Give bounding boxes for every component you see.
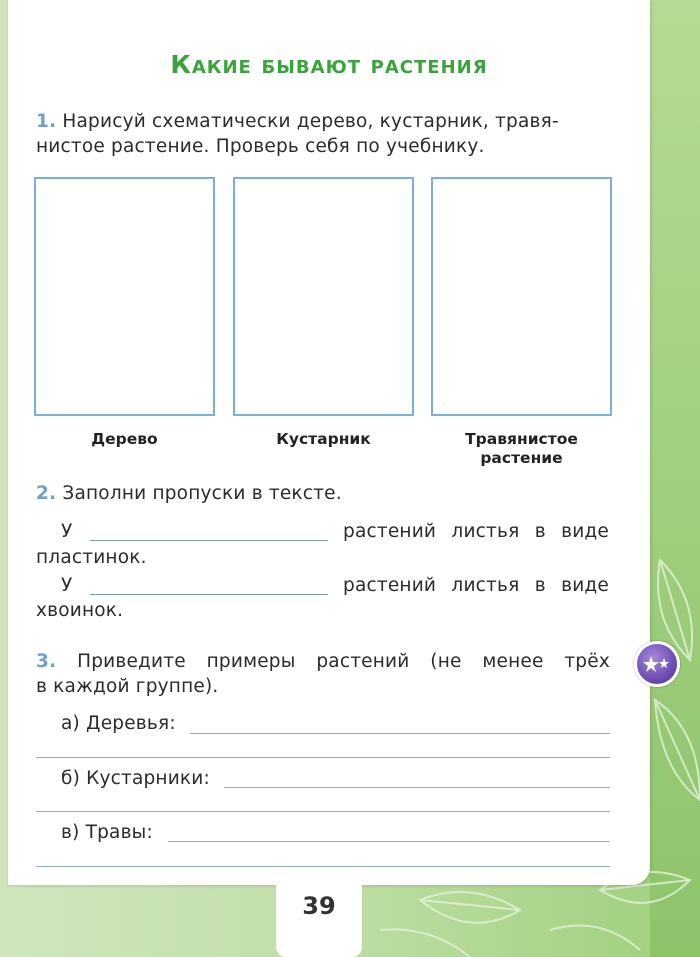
task2-sentence2-continuation: хвоинок. xyxy=(36,600,124,621)
task3-trees-answer-line2[interactable] xyxy=(36,757,610,758)
workbook-page xyxy=(8,0,650,885)
task3-trees-answer-line[interactable] xyxy=(190,733,610,734)
task3-shrubs-answer-line[interactable] xyxy=(224,787,610,788)
task1-line1 xyxy=(36,108,559,135)
task3-line2: в каждой группе). xyxy=(36,676,219,697)
task1-line2 xyxy=(36,133,485,160)
task3-herbs-answer-line2[interactable] xyxy=(36,866,610,867)
drawing-box-shrub[interactable] xyxy=(233,177,414,416)
task2-sentence1-continuation: пластинок. xyxy=(36,547,147,568)
task3-line1 xyxy=(36,648,610,675)
task2-sentence1-suffix: растений листья в виде xyxy=(343,521,609,542)
task2-blank1[interactable] xyxy=(90,540,328,541)
task3-trees-label: а) Деревья: xyxy=(61,713,176,734)
task2-text: Заполни пропуски в тексте. xyxy=(62,483,342,504)
drawing-box-tree[interactable] xyxy=(34,177,215,416)
task3-herbs-answer-line[interactable] xyxy=(168,841,610,842)
box-label-shrub: Кустарник xyxy=(276,430,371,448)
box-label-herb-line1: Травянистое xyxy=(465,430,578,448)
task2-sentence2-prefix: У xyxy=(61,575,73,596)
box-label-tree: Дерево xyxy=(91,430,158,448)
task1-text-line2: нистое растение. Проверь себя по учебнику. xyxy=(36,136,485,157)
task3-text-line1: Приведите примеры растений (не менее трёх xyxy=(77,651,610,672)
stars-badge-icon xyxy=(634,641,680,687)
task3-shrubs-label: б) Кустарники: xyxy=(61,768,210,789)
task3-herbs-label: в) Травы: xyxy=(61,822,153,843)
task1-number: 1. xyxy=(36,111,57,132)
box-label-herb-line2: растение xyxy=(480,449,563,467)
task2-number: 2. xyxy=(36,483,57,504)
task3-number: 3. xyxy=(36,651,57,672)
task3-shrubs-answer-line2[interactable] xyxy=(36,811,610,812)
task2-sentence2-suffix: растений листья в виде xyxy=(343,575,609,596)
box-label-herb xyxy=(431,430,612,468)
task2-sentence1-prefix: У xyxy=(61,521,73,542)
drawing-box-herb[interactable] xyxy=(431,177,612,416)
task1-text-line1: Нарисуй схематически дерево, кустарник, травя- xyxy=(62,111,559,132)
page-title: Какие бывают растения xyxy=(170,50,488,79)
task2-blank2[interactable] xyxy=(90,594,328,595)
task2-heading xyxy=(36,480,342,507)
page-number: 39 xyxy=(302,892,336,920)
